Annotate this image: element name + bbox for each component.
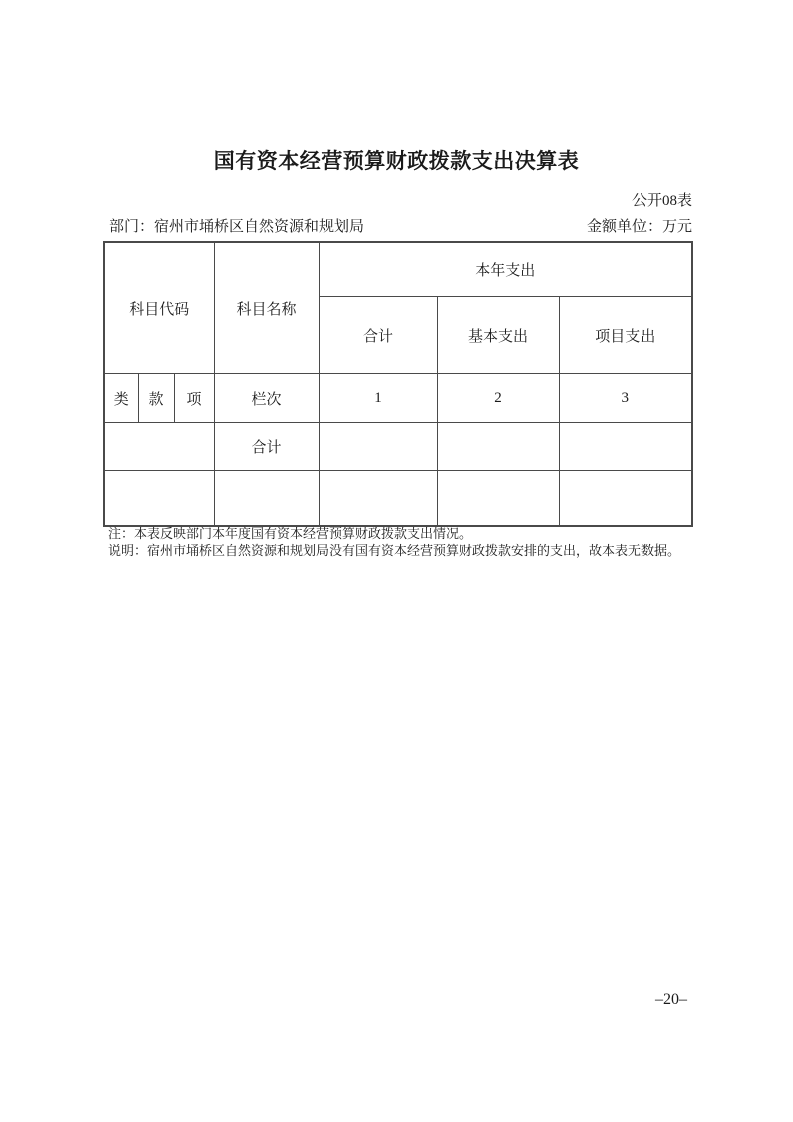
header-code-class: 类 (104, 374, 138, 423)
row-code-cell (104, 423, 214, 471)
header-code-section: 款 (138, 374, 174, 423)
column-index-3: 3 (559, 374, 692, 423)
row-total-cell (319, 471, 437, 527)
row-project-cell (559, 471, 692, 527)
table-index-row (104, 374, 692, 423)
meta-line (109, 215, 692, 236)
header-subject-code: 科目代码 (104, 242, 214, 374)
header-total: 合计 (319, 297, 437, 374)
table-row (104, 471, 692, 527)
column-index-1: 1 (319, 374, 437, 423)
header-project-expenditure: 项目支出 (559, 297, 692, 374)
row-name-cell (214, 471, 319, 527)
page-title: 国有资本经营预算财政拨款支出决算表 (213, 149, 580, 173)
footnotes (108, 525, 733, 559)
statement-line: 说明：宿州市埇桥区自然资源和规划局没有国有资本经营预算财政拨款安排的支出，故本表无数据。 (108, 543, 681, 558)
row-total-cell (319, 423, 437, 471)
row-code-cell (104, 471, 214, 527)
row-basic-cell (437, 471, 559, 527)
note-line: 注：本表反映部门本年度国有资本经营预算财政拨款支出情况。 (108, 526, 473, 541)
amount-unit-label: 金额单位：万元 (586, 219, 692, 235)
header-code-item: 项 (174, 374, 214, 423)
table-header-row-1 (104, 242, 692, 297)
row-name-cell: 合计 (214, 423, 319, 471)
header-basic-expenditure: 基本支出 (437, 297, 559, 374)
row-basic-cell (437, 423, 559, 471)
header-subject-name: 科目名称 (214, 242, 319, 374)
expenditure-table (103, 241, 693, 527)
table-row (104, 423, 692, 471)
form-number-label: 公开08表 (631, 193, 692, 209)
department-label: 部门：宿州市埇桥区自然资源和规划局 (109, 219, 365, 235)
page-number: –20– (655, 991, 687, 1008)
row-project-cell (559, 423, 692, 471)
column-index-2: 2 (437, 374, 559, 423)
header-column-index-label: 栏次 (214, 374, 319, 423)
header-current-year-expenditure: 本年支出 (319, 242, 692, 297)
